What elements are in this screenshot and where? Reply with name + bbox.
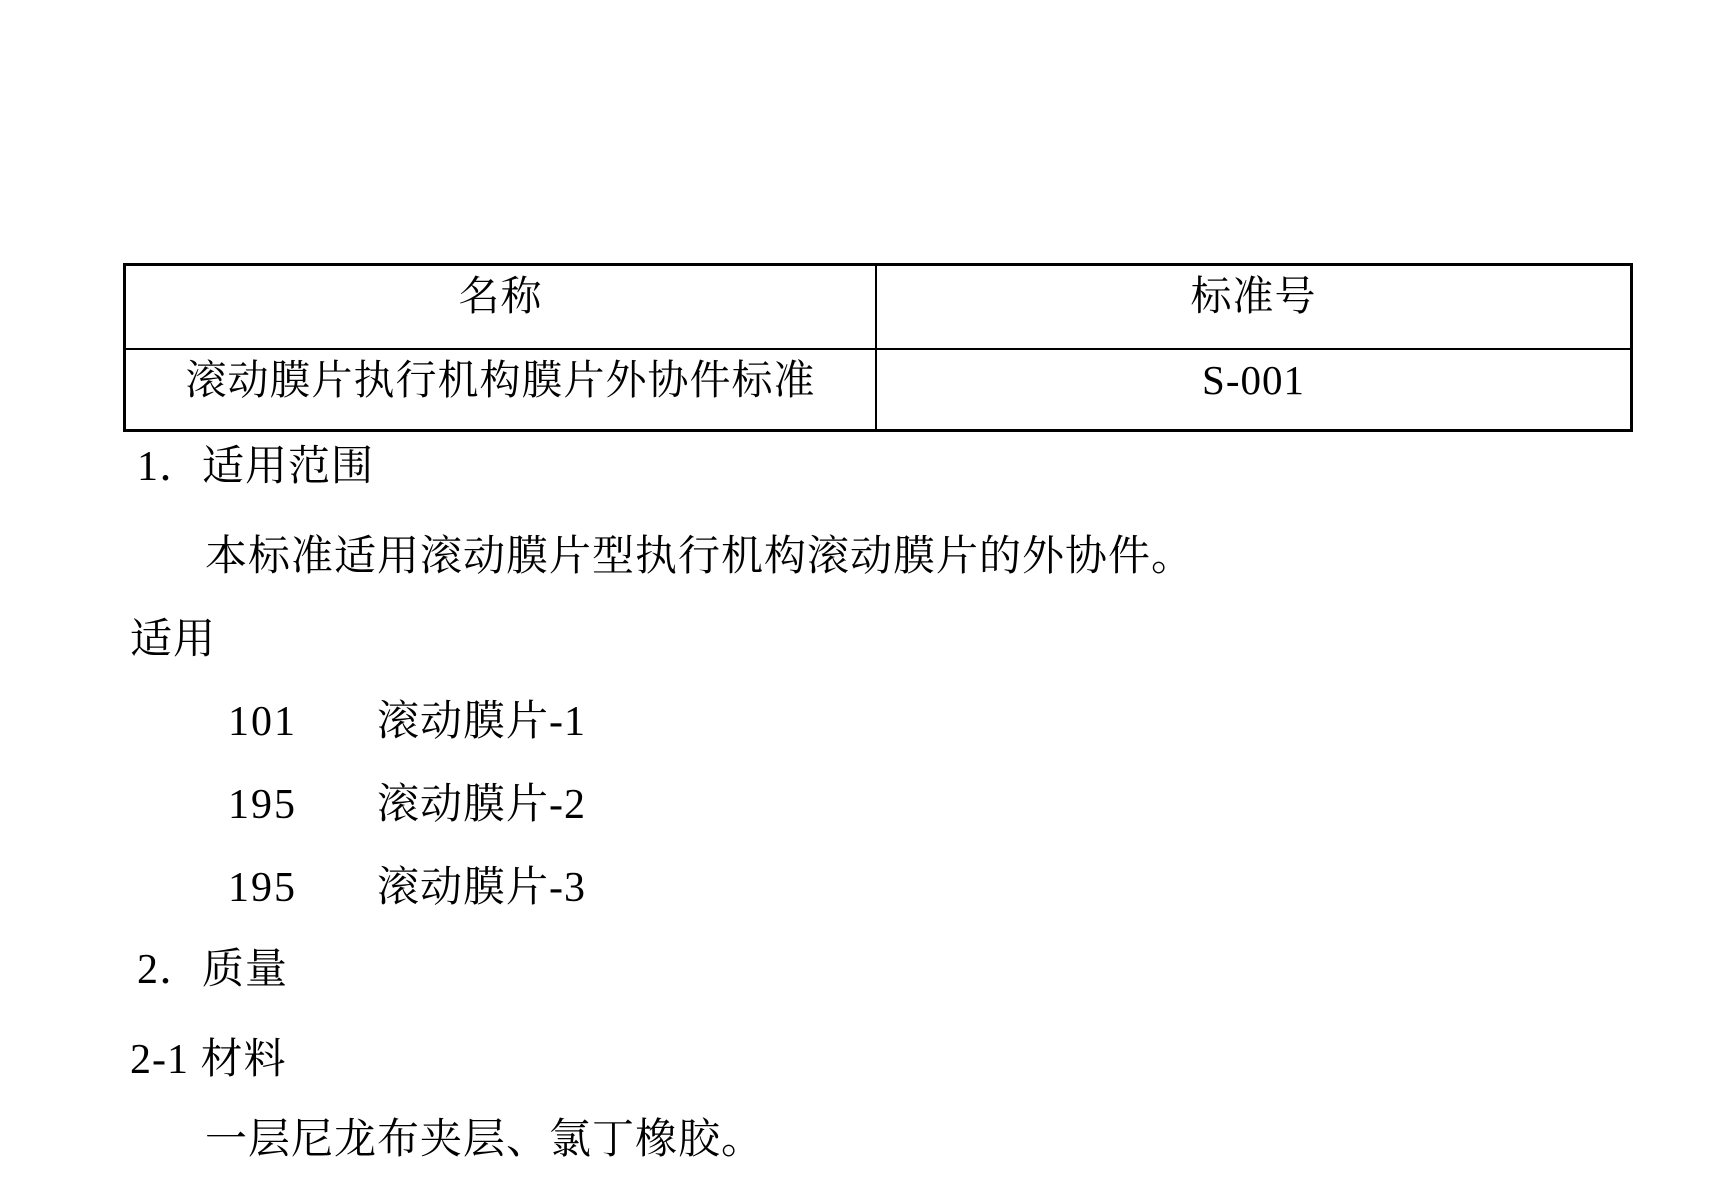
section-1-body: 本标准适用滚动膜片型执行机构滚动膜片的外协件。	[205, 534, 1195, 580]
item-name: 滚动膜片-2	[377, 782, 586, 828]
table-header-row	[126, 266, 1630, 350]
table-header-name: 名称	[126, 266, 877, 348]
standard-info-table	[123, 263, 1633, 432]
table-cell-standard-name: 滚动膜片执行机构膜片外协件标准	[126, 350, 877, 429]
item-name: 滚动膜片-3	[377, 865, 586, 911]
item-code: 101	[228, 699, 297, 745]
table-header-standard-number: 标准号	[1190, 273, 1317, 319]
list-item	[228, 861, 586, 915]
section-2-1-body: 一层尼龙布夹层、氯丁橡胶。	[205, 1117, 765, 1163]
list-item	[228, 778, 586, 832]
section-1-heading: 1．适用范围	[137, 444, 375, 490]
item-name: 滚动膜片-1	[377, 699, 586, 745]
item-code: 195	[228, 782, 297, 828]
section-2-1-heading: 2-1 材料	[130, 1037, 287, 1083]
applicable-label: 适用	[130, 617, 217, 663]
table-cell-standard-number: S-001	[1202, 357, 1305, 403]
list-item	[228, 695, 586, 749]
item-code: 195	[228, 865, 297, 911]
table-row	[126, 350, 1630, 429]
section-2-heading: 2．质量	[137, 947, 289, 993]
